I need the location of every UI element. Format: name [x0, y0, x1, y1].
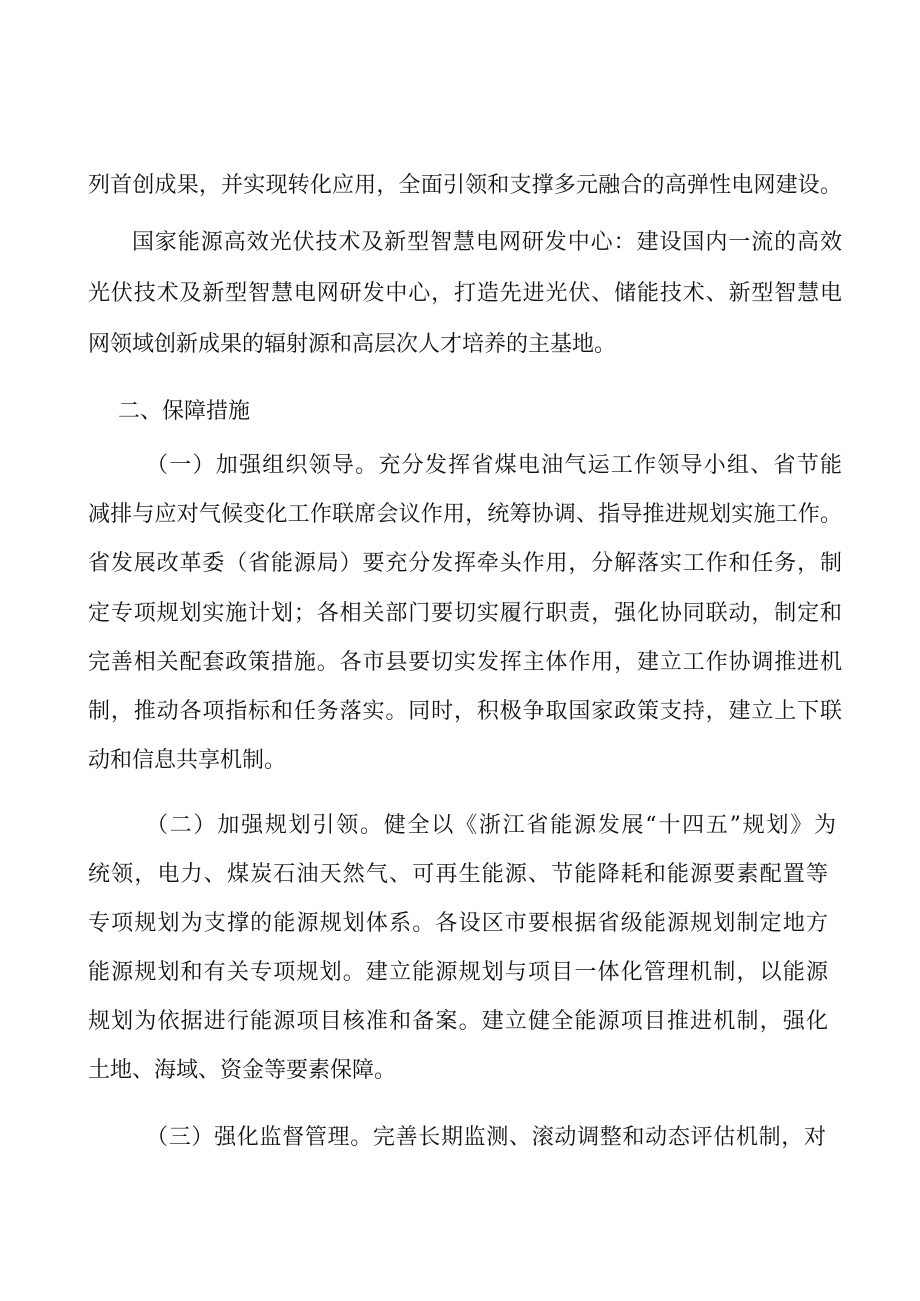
paragraph-line: 制，推动各项指标和任务落实。同时，积极争取国家政策支持，建立上下联 — [88, 699, 842, 724]
section-heading: 二、保障措施 — [118, 399, 251, 424]
paragraph-line: 土地、海域、资金等要素保障。 — [88, 1058, 397, 1083]
paragraph-line: 减排与应对气候变化工作联席会议作用，统筹协调、指导推进规划实施工作。 — [88, 502, 842, 527]
paragraph-line: 光伏技术及新型智慧电网研发中心，打造先进光伏、储能技术、新型智慧电 — [88, 281, 842, 306]
paragraph-line: 能源规划和有关专项规划。建立能源规划与项目一体化管理机制，以能源 — [88, 960, 828, 985]
paragraph-line: 列首创成果，并实现转化应用，全面引领和支撑多元融合的高弹性电网建设。 — [88, 173, 842, 198]
paragraph-line: （一）加强组织领导。充分发挥省煤电油气运工作领导小组、省节能 — [146, 453, 842, 478]
paragraph-line: 动和信息共享机制。 — [88, 748, 287, 773]
paragraph-line: 完善相关配套政策措施。各市县要切实发挥主体作用，建立工作协调推进机 — [88, 650, 842, 675]
paragraph-line: 专项规划为支撑的能源规划体系。各设区市要根据省级能源规划制定地方 — [88, 911, 828, 936]
paragraph-line: 统领，电力、煤炭石油天然气、可再生能源、节能降耗和能源要素配置等 — [88, 862, 828, 887]
paragraph-line: 国家能源高效光伏技术及新型智慧电网研发中心：建设国内一流的高效 — [132, 230, 842, 255]
paragraph-line: （三）强化监督管理。完善长期监测、滚动调整和动态评估机制，对 — [146, 1125, 826, 1150]
paragraph-line: 省发展改革委（省能源局）要充分发挥牵头作用，分解落实工作和任务，制 — [88, 551, 842, 576]
paragraph-line: 定专项规划实施计划；各相关部门要切实履行职责，强化协同联动，制定和 — [88, 601, 842, 626]
paragraph-line: 规划为依据进行能源项目核准和备案。建立健全能源项目推进机制，强化 — [88, 1009, 828, 1034]
paragraph-line: （二）加强规划引领。健全以《浙江省能源发展“十四五”规划》为 — [146, 813, 836, 838]
paragraph-line: 网领域创新成果的辐射源和高层次人才培养的主基地。 — [88, 332, 617, 357]
